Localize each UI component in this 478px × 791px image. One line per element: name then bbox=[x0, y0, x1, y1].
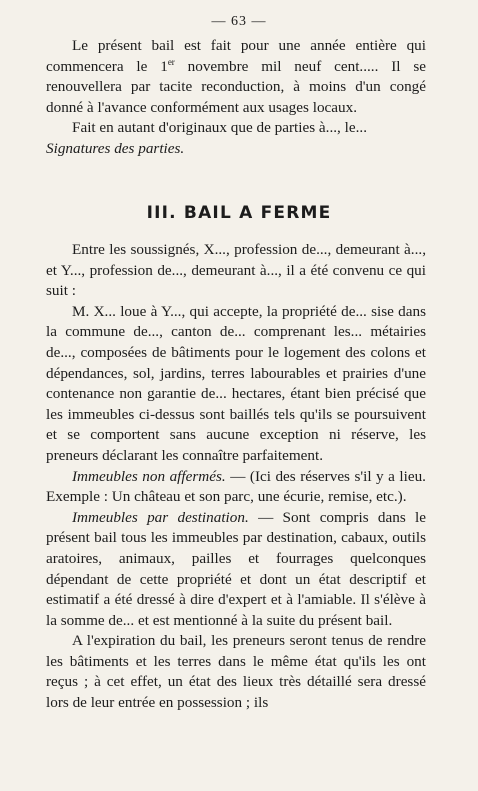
text-run: — Sont compris dans le présent bail tous les immeubles par destination, cabaux, outils aratoires, animaux, pailles et fourrages quelconques dépendant de cette propriété et dont un état descriptif et estimatif a été dressé à dire d'expert et à l'amiable. Il s'élève à la somme de... et est mentionné à la suite du présent bail. bbox=[46, 508, 427, 629]
text-run: — (Ici des réserves s'il y a lieu. Exemple : Un château et son parc, une écurie, remise, etc.). bbox=[46, 467, 426, 506]
superscript: er bbox=[167, 56, 175, 67]
page-number: — 63 — bbox=[211, 14, 267, 29]
paragraph-lease-duration bbox=[46, 36, 426, 118]
paragraph-lease-object: M. X... loue à Y..., qui accepte, la propriété de... sise dans la commune de..., canton de... comprenant les... métairies de..., composées de bâtiments pour le logement des colons et dépendances, sol, jardins, terres labourables et prairies d'une contenance non garantie de... hectares, étant bien précisé que les immeubles ci-dessus sont baillés tels qu'ils se poursuivent et se comportent sans aucune exception ni réserve, les preneurs déclarant les connaître parfaitement. bbox=[46, 302, 426, 464]
paragraph-by-destination bbox=[46, 508, 426, 632]
section-end-text bbox=[46, 36, 426, 160]
text-run: novembre mil neuf cent..... Il se renouvellera par tacite reconduction, à moins d'un congé donné à l'avance conformément aux usages locaux. bbox=[46, 57, 426, 116]
text-run: Le présent bail est fait pour une année entière qui commencera le 1 bbox=[46, 37, 426, 75]
signature-line: Signatures des parties. bbox=[46, 139, 185, 157]
paragraph-expiration: A l'expiration du bail, les preneurs seront tenus de rendre les bâtiments et les terres dans le même état qu'ils les ont reçus ; à cet effet, un état des lieux très détaillé sera dressé lors de leur entrée en possession ; ils bbox=[46, 632, 426, 712]
section-body-text bbox=[46, 240, 426, 714]
paragraph-non-leased bbox=[46, 467, 426, 508]
subheading: Immeubles non affermés. bbox=[72, 467, 226, 485]
subheading: Immeubles par destination. bbox=[72, 508, 249, 526]
section-heading: III. BAIL A FERME bbox=[146, 203, 332, 223]
paragraph-originals: Fait en autant d'originaux que de parties à..., le... bbox=[72, 119, 368, 137]
paragraph-parties: Entre les soussignés, X..., profession de..., demeurant à..., et Y..., profession de..., demeurant à..., il a été convenu ce qui suit : bbox=[46, 241, 426, 300]
